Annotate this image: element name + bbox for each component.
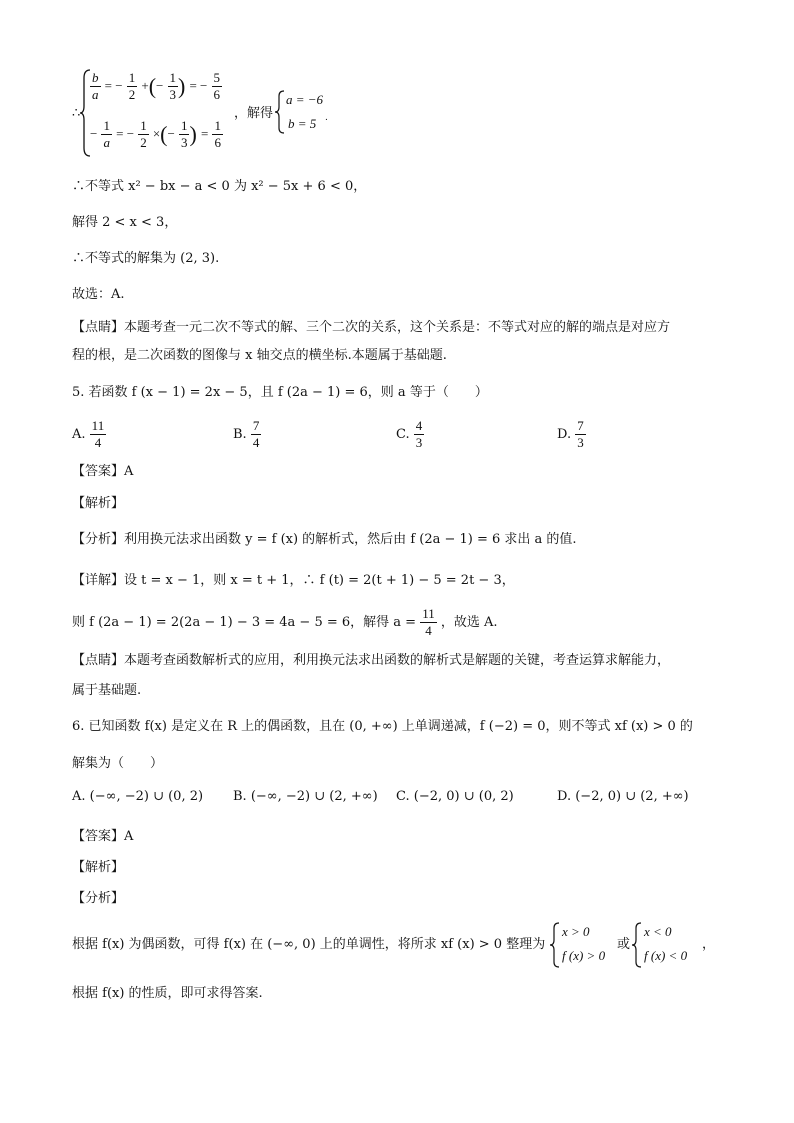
q5-then-line: 则 f (2a − 1) = 2(2a − 1) − 3 = 4a − 5 = 6，解得 a = $\frac{11}{4}$ ，故选 A. bbox=[72, 606, 498, 638]
q5-answer: 【答案】A bbox=[72, 464, 134, 479]
line-solution-range: 解得 2 < x < 3， bbox=[72, 215, 178, 230]
q5-fenxi: 【分析】利用换元法求出函数 y = f (x) 的解析式，然后由 f (2a − 1) = 6 求出 a 的值. bbox=[72, 532, 577, 547]
system1-row-1: x > 0 bbox=[562, 924, 590, 939]
q6-option-b: B. (−∞, −2) ∪ (2, +∞) bbox=[233, 789, 378, 804]
frac-1-2: $\frac{1}{2}$ bbox=[140, 118, 147, 150]
therefore-symbol: ∴ bbox=[72, 106, 81, 121]
line-comment-1: 【点睛】本题考查一元二次不等式的解、三个二次的关系，这个关系是：不等式对应的解的端点是对应方 bbox=[72, 320, 671, 335]
solution-brace bbox=[275, 90, 285, 134]
line-choice: 故选：A. bbox=[72, 287, 125, 302]
q5-xiangjie: 【详解】设 t = x − 1，则 x = t + 1，∴ f (t) = 2(t + 1) − 5 = 2t − 3， bbox=[72, 573, 515, 588]
q6-stem-2: 解集为（ ） bbox=[72, 756, 164, 771]
q5-analysis-label: 【解析】 bbox=[72, 496, 125, 511]
frac-1-over-a: $\frac{1}{a}$ bbox=[103, 118, 110, 150]
line-solution-set: ∴不等式的解集为 (2, 3). bbox=[72, 251, 220, 266]
q5-comment-2: 属于基础题. bbox=[72, 683, 142, 698]
frac-1-2: $\frac{1}{2}$ bbox=[128, 70, 136, 102]
q5-option-b: B. $\frac{7}{4}$ bbox=[233, 418, 260, 450]
system2-row-2: f (x) < 0 bbox=[644, 948, 688, 963]
system1-brace bbox=[550, 922, 560, 968]
q5-option-a: A. $\frac{11}{4}$ bbox=[72, 418, 105, 450]
solution-b: b = 5 bbox=[288, 116, 317, 131]
system1-row-2: f (x) > 0 bbox=[562, 948, 606, 963]
solution-a: a = −6 bbox=[286, 92, 324, 107]
frac-5-6: $\frac{5}{6}$ bbox=[213, 70, 221, 102]
system-row-1: $\frac{b}{a}$ = − $\frac{1}{2}$ +(− $\frac{1}{3}$ ) = − $\frac{5}{6}$ bbox=[92, 70, 221, 102]
q5-option-d: D. $\frac{7}{3}$ bbox=[557, 418, 584, 450]
q6-fenxi-label: 【分析】 bbox=[72, 891, 125, 906]
solution-period: . bbox=[325, 113, 328, 123]
q6-answer: 【答案】A bbox=[72, 829, 134, 844]
q6-option-a: A. (−∞, −2) ∪ (0, 2) bbox=[72, 789, 204, 804]
q6-stem-1: 6. 已知函数 f(x) 是定义在 R 上的偶函数，且在 (0, +∞) 上单调递减，f (−2) = 0，则不等式 xf (x) > 0 的 bbox=[72, 719, 693, 734]
frac-1-3: $\frac{1}{3}$ bbox=[169, 70, 176, 102]
q6-last-line: 根据 f(x) 的性质，即可求得答案. bbox=[72, 986, 263, 1001]
or-word: 或 bbox=[617, 937, 631, 952]
system2-brace bbox=[632, 922, 642, 968]
frac-b-over-a: $\frac{b}{a}$ bbox=[92, 70, 99, 102]
system2-row-1: x < 0 bbox=[644, 924, 672, 939]
q6-option-d: D. (−2, 0) ∪ (2, +∞) bbox=[557, 789, 689, 804]
q6-body-line: 根据 f(x) 为偶函数，可得 f(x) 在 (−∞, 0) 上的单调性，将所求 xf (x) > 0 整理为 bbox=[72, 937, 546, 952]
system-row-2: − $\frac{1}{a}$ = − $\frac{1}{2}$ ×(− $\frac{1}{3}$ ) = $\frac{1}{6}$ bbox=[90, 118, 221, 150]
frac-1-6: $\frac{1}{6}$ bbox=[214, 118, 221, 150]
trailing-comma: ， bbox=[702, 937, 716, 952]
q6-analysis-label: 【解析】 bbox=[72, 860, 125, 875]
line-inequality-transform: ∴不等式 x² − bx − a < 0 为 x² − 5x + 6 < 0， bbox=[72, 179, 367, 194]
solve-label: ，解得 bbox=[234, 106, 274, 121]
q6-option-c: C. (−2, 0) ∪ (0, 2) bbox=[396, 789, 514, 804]
frac-1-3: $\frac{1}{3}$ bbox=[180, 118, 188, 150]
q5-option-c: C. $\frac{4}{3}$ bbox=[396, 418, 423, 450]
q5-stem: 5. 若函数 f (x − 1) = 2x − 5，且 f (2a − 1) = 6，则 a 等于（ ） bbox=[72, 385, 488, 400]
line-comment-2: 程的根，是二次函数的图像与 x 轴交点的横坐标.本题属于基础题. bbox=[72, 348, 447, 363]
q5-comment-1: 【点睛】本题考查函数解析式的应用，利用换元法求出函数的解析式是解题的关键，考查运算求解能力， bbox=[72, 653, 671, 668]
